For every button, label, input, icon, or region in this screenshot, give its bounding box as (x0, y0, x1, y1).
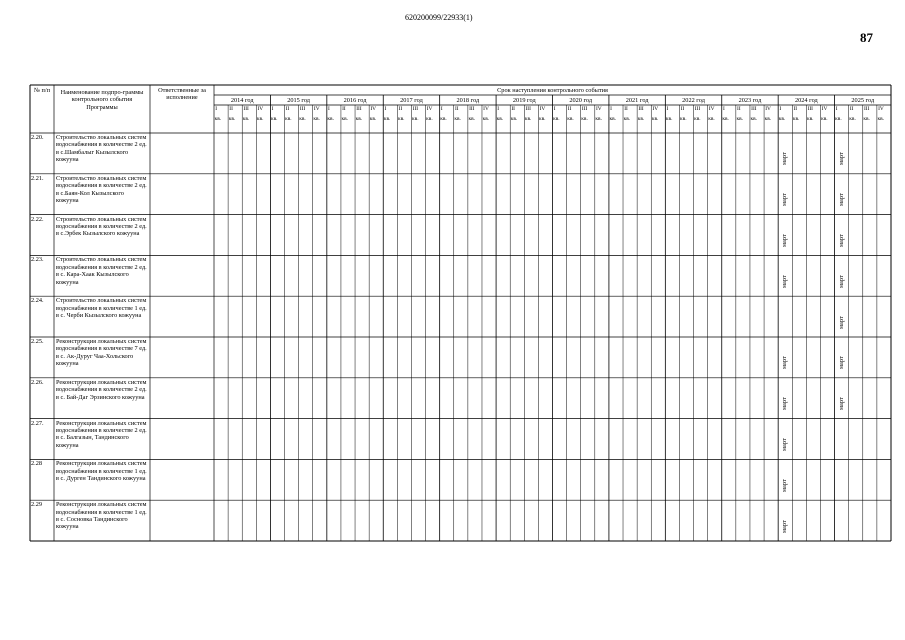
row-number: 2.20. (31, 134, 44, 141)
quarter-kv-label: кв. (792, 116, 800, 122)
quarter-kv-label: кв. (313, 116, 320, 122)
quarter-kv-label: кв. (355, 116, 363, 122)
quarter-header: I (610, 106, 612, 112)
quarter-header: IV (370, 106, 377, 112)
quarter-kv-label: кв. (496, 116, 504, 122)
quarter-kv-label: кв. (877, 116, 884, 122)
table-grid (30, 85, 891, 541)
quarter-kv-label: кв. (524, 116, 532, 122)
quarter-header: IV (708, 106, 715, 112)
deadline-mark: март (781, 152, 789, 166)
quarter-header: III (581, 106, 588, 112)
quarter-header: II (680, 106, 685, 112)
year-header: 2014 год (230, 97, 254, 104)
row-number: 2.22. (31, 215, 44, 223)
quarter-kv-label: кв. (242, 116, 250, 122)
quarter-kv-label: кв. (595, 116, 602, 122)
quarter-kv-label: кв. (440, 116, 447, 122)
event-name: Реконструкция локальных систем водоснабжения в количестве 2 ед. в с. Бай-Даг Эрзинского кожууна (56, 378, 147, 401)
deadline-mark: март (781, 397, 789, 411)
quarter-kv-label: кв. (553, 116, 560, 122)
row-number: 2.27. (31, 419, 44, 427)
quarter-header: I (666, 106, 669, 112)
deadline-mark: март (837, 152, 845, 166)
deadline-mark: март (781, 193, 789, 207)
quarter-kv-label: кв. (581, 116, 588, 122)
quarter-kv-label: кв. (722, 116, 729, 122)
quarter-kv-label: кв. (271, 116, 278, 122)
deadline-mark: март (781, 479, 789, 492)
deadline-mark: март (781, 438, 789, 451)
quarter-header: IV (596, 106, 602, 112)
quarter-kv-label: кв. (651, 116, 659, 122)
quarter-kv-label: кв. (299, 116, 306, 122)
quarter-header: II (285, 106, 290, 112)
quarter-header: III (525, 106, 531, 112)
quarter-header: III (469, 106, 475, 112)
event-name: Реконструкция локальных систем водоснабжения в количестве 2 ед. в с. Балгазын, Тандинского кожууна (56, 419, 147, 449)
quarter-header: I (215, 106, 217, 112)
event-name: Реконструкция локальных систем водоснабжения в количестве 1 ед. в с. Сосновка Тандинского кожууна (56, 501, 147, 531)
quarter-kv-label: кв. (256, 116, 264, 122)
quarter-header: I (440, 106, 443, 112)
quarter-header: II (849, 106, 854, 112)
year-header: 2019 год (512, 97, 536, 104)
row-number: 2.29 (31, 501, 43, 509)
quarter-kv-label: кв. (637, 116, 645, 122)
quarter-kv-label: кв. (821, 116, 828, 122)
event-name: Реконструкция локальных систем водоснабжения в количестве 1 ед. в с. Дурген Тандинского кожууна (56, 460, 147, 483)
quarter-header: III (299, 106, 306, 112)
quarter-kv-label: кв. (567, 116, 574, 122)
quarter-header: I (835, 106, 838, 112)
quarter-header: IV (539, 106, 546, 112)
quarter-header: II (737, 106, 741, 112)
quarter-header: I (271, 106, 274, 112)
quarter-header: II (793, 106, 798, 112)
name-column-header: Наименование подпро-граммы контрольного события Программы (60, 89, 144, 111)
quarter-header: IV (821, 106, 828, 112)
quarter-header: IV (652, 106, 659, 112)
quarter-header: I (722, 106, 725, 112)
deadline-mark: март (837, 234, 845, 247)
quarter-kv-label: кв. (609, 116, 617, 122)
document-id: 620200099/22933(1) (405, 13, 473, 22)
quarter-kv-label: кв. (214, 116, 222, 122)
quarter-header: I (553, 106, 556, 112)
year-header: 2025 год (851, 97, 875, 104)
deadline-mark: март (837, 193, 845, 207)
deadline-mark: март (837, 397, 845, 411)
quarter-kv-label: кв. (680, 116, 687, 122)
quarter-header: II (511, 106, 515, 112)
quarter-header: II (342, 106, 346, 112)
event-name: Строительство локальных систем водоснабжения в количестве 2 ед. в с.Шамбалыг Кызылского кожууна (56, 134, 147, 164)
quarter-kv-label: кв. (694, 116, 701, 122)
quarter-header: II (454, 106, 459, 112)
quarter-kv-label: кв. (736, 116, 743, 122)
quarter-kv-label: кв. (778, 116, 786, 122)
quarter-kv-label: кв. (482, 116, 490, 122)
deadline-mark: март (781, 356, 789, 370)
quarter-header: III (694, 106, 701, 112)
event-name: Строительство локальных систем водоснабжения в количестве 2 ед. в с. Кара-Хаак Кызылского кожууна (56, 256, 147, 286)
quarter-header: III (243, 106, 249, 112)
quarter-kv-label: кв. (426, 116, 433, 122)
quarter-header: III (638, 106, 644, 112)
row-number: 2.25. (31, 338, 44, 345)
quarter-kv-label: кв. (623, 116, 631, 122)
quarter-header: IV (426, 106, 433, 112)
year-header: 2022 год (682, 97, 705, 104)
row-number: 2.28 (31, 460, 43, 468)
quarter-header: IV (257, 106, 264, 112)
page-number: 87 (860, 30, 873, 45)
quarter-kv-label: кв. (863, 116, 870, 122)
quarter-header: III (412, 106, 419, 112)
quarter-kv-label: кв. (750, 116, 758, 122)
quarter-kv-label: кв. (412, 116, 419, 122)
row-number: 2.23. (31, 256, 44, 264)
quarter-header: IV (483, 106, 489, 112)
quarter-kv-label: кв. (468, 116, 475, 122)
year-header: 2016 год (343, 97, 367, 104)
year-header: 2017 год (400, 97, 423, 104)
quarter-kv-label: кв. (228, 116, 236, 122)
quarter-kv-label: кв. (510, 116, 518, 122)
quarter-header: II (624, 106, 628, 112)
event-name: Строительство локальных систем водоснабжения в количестве 2 ед. в с.Эрбек Кызылского кожууна (56, 215, 147, 238)
quarter-kv-label: кв. (285, 116, 292, 122)
control-events-table (30, 85, 891, 541)
quarter-kv-label: кв. (708, 116, 715, 122)
quarter-kv-label: кв. (327, 116, 334, 122)
year-header: 2015 год (287, 97, 310, 104)
year-header: 2024 год (794, 97, 818, 104)
deadline-mark: март (781, 234, 789, 247)
quarter-kv-label: кв. (806, 116, 814, 122)
responsible-column-header: Ответственные за исполнение (158, 87, 206, 102)
quarter-header: I (384, 106, 387, 112)
quarter-header: II (567, 106, 572, 112)
quarter-header: IV (313, 106, 320, 112)
quarter-kv-label: кв. (383, 116, 391, 122)
deadline-mark: март (837, 315, 845, 329)
quarter-kv-label: кв. (397, 116, 405, 122)
row-number: 2.21. (31, 174, 44, 182)
row-number: 2.26. (31, 378, 44, 386)
quarter-kv-label: кв. (369, 116, 377, 122)
quarter-header: III (863, 106, 870, 112)
year-header: 2023 год (738, 97, 762, 104)
year-header: 2018 год (456, 97, 480, 104)
year-header: 2020 год (569, 97, 593, 104)
quarter-kv-label: кв. (538, 116, 546, 122)
quarter-kv-label: кв. (341, 116, 349, 122)
row-number: 2.24. (31, 297, 44, 305)
quarter-header: II (229, 106, 233, 112)
deadline-mark: март (837, 275, 845, 288)
quarter-kv-label: кв. (454, 116, 461, 122)
quarter-header: IV (878, 106, 884, 112)
quarter-header: I (328, 106, 330, 112)
deadline-mark: март (837, 356, 845, 370)
event-name: Строительство локальных систем водоснабжения в количестве 2 ед. в с.Баян-Кол Кызылского кожууна (56, 174, 147, 205)
quarter-header: IV (765, 106, 771, 112)
event-name: Реконструкция локальных систем водоснабжения в количестве 7 ед. в с. Ак-Дуруг Чаа-Хольского кожууна (56, 338, 147, 368)
quarter-kv-label: кв. (835, 116, 842, 122)
quarter-header: III (356, 106, 362, 112)
term-column-header: Срок наступления контрольного события (497, 87, 608, 94)
num-column-header: № п/п (33, 87, 51, 94)
year-header: 2021 год (625, 97, 649, 104)
quarter-header: I (779, 106, 782, 112)
quarter-header: II (398, 106, 403, 112)
deadline-mark: март (781, 275, 789, 288)
quarter-kv-label: кв. (849, 116, 856, 122)
event-name: Строительство локальных систем водоснабжения в количестве 1 ед. в с. Черби Кызылского кожууна (56, 297, 147, 319)
quarter-header: I (497, 106, 500, 112)
deadline-mark: март (781, 519, 789, 533)
quarter-header: III (751, 106, 757, 112)
quarter-header: III (807, 106, 813, 112)
quarter-kv-label: кв. (665, 116, 673, 122)
quarter-kv-label: кв. (764, 116, 772, 122)
